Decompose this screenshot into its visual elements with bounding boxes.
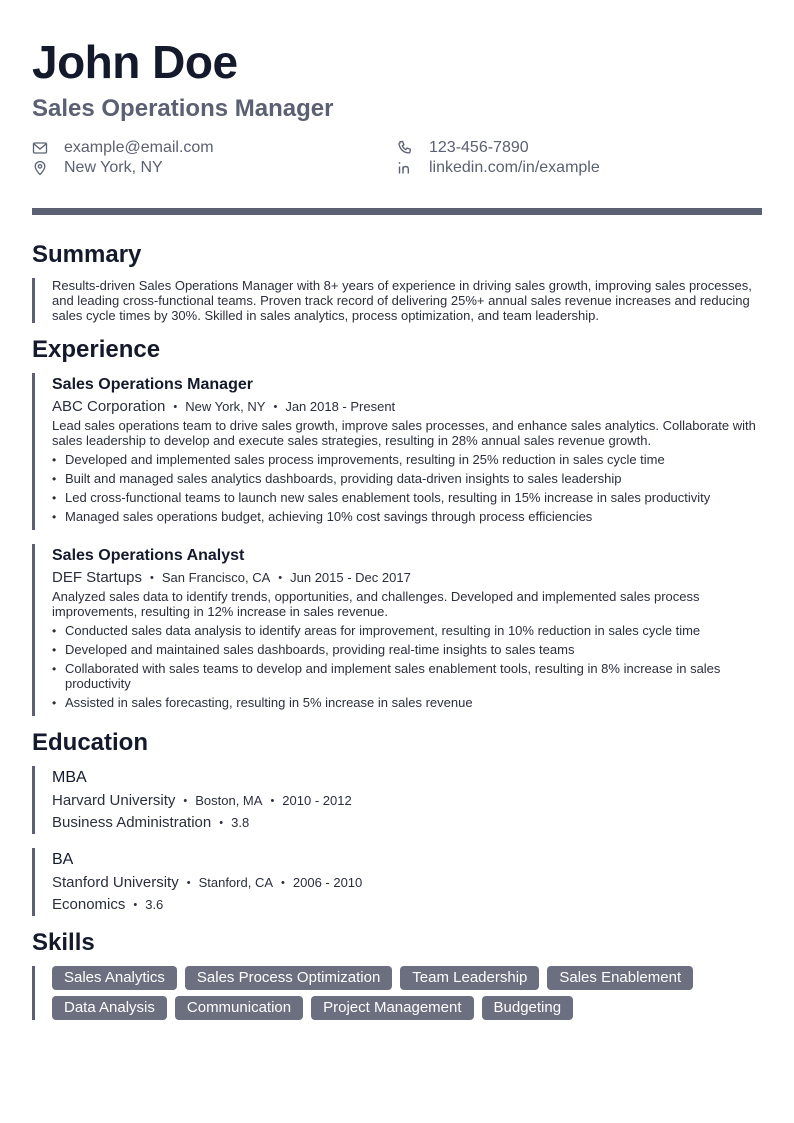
location-pin-icon [32, 160, 48, 176]
job-entry [32, 544, 762, 716]
job-location: New York, NY [185, 399, 266, 414]
education-meta [52, 874, 762, 892]
job-achievements [52, 452, 762, 524]
education-dates: 2010 - 2012 [282, 793, 352, 808]
contact-email-text: example@email.com [64, 138, 214, 156]
achievement-item: • Built and managed sales analytics dashboards, providing data-driven insights to sales leadership [52, 471, 762, 486]
degree-title: MBA [52, 769, 87, 786]
education-heading: Education [32, 729, 149, 756]
separator-dot: • [270, 795, 275, 807]
separator-dot: • [150, 572, 154, 584]
summary-text: Results-driven Sales Operations Manager with 8+ years of experience in driving sales growth, improving sales processes, and leading cross-functional teams. Proven track record of delivering 25%+ annual sales revenue increases and reducing sales cycle times by 30%. Skilled in sales analytics, process optimization, and team leadership. [52, 278, 752, 323]
contact-linkedin[interactable] [397, 158, 762, 177]
skills-tag-list [52, 966, 752, 1020]
field-of-study: Business Administration [52, 814, 212, 831]
achievement-item: • Collaborated with sales teams to develop and implement sales enablement tools, resulting in 8% increase in sales productivity [52, 661, 762, 691]
contact-phone-text: 123-456-7890 [429, 138, 529, 156]
contact-linkedin-text: linkedin.com/in/example [429, 158, 600, 176]
achievement-item: • Developed and implemented sales process improvements, resulting in 25% reduction in sales cycle time [52, 452, 762, 467]
skill-tag: Sales Analytics [52, 966, 177, 990]
skill-tag: Sales Enablement [547, 966, 693, 990]
school-name: Harvard University [52, 792, 176, 809]
job-title: Sales Operations Analyst [52, 547, 245, 564]
skills-section [32, 928, 762, 1020]
separator-dot: • [186, 877, 191, 889]
achievement-item: • Led cross-functional teams to launch new sales enablement tools, resulting in 15% increase in sales productivity [52, 490, 762, 505]
degree-title: BA [52, 851, 74, 868]
separator-dot: • [173, 401, 178, 413]
school-name: Stanford University [52, 874, 179, 891]
mail-icon [32, 140, 48, 156]
education-meta [52, 792, 762, 810]
gpa-value: 3.6 [145, 897, 164, 912]
job-description: Analyzed sales data to identify trends, opportunities, and challenges. Developed and implemented sales process improvements, resulting in 12% increase in sales revenue. [52, 589, 700, 619]
header-divider [32, 208, 762, 215]
field-of-study: Economics [52, 896, 126, 913]
skill-tag: Team Leadership [400, 966, 539, 990]
summary-block [32, 278, 762, 323]
gpa-value: 3.8 [231, 815, 250, 830]
education-field-row [52, 814, 762, 832]
job-location: San Francisco, CA [161, 570, 271, 585]
skill-tag: Project Management [311, 996, 473, 1020]
separator-dot: • [133, 899, 138, 911]
education-dates: 2006 - 2010 [292, 875, 363, 890]
contact-location-text: New York, NY [64, 158, 163, 176]
education-section [32, 728, 762, 916]
job-company: ABC Corporation [52, 398, 166, 415]
separator-dot: • [183, 795, 188, 807]
education-field-row [52, 896, 762, 914]
school-location: Boston, MA [195, 793, 263, 808]
separator-dot: • [219, 817, 224, 829]
candidate-name: John Doe [32, 36, 238, 88]
achievement-item: • Assisted in sales forecasting, resulting in 5% increase in sales revenue [52, 695, 762, 710]
separator-dot: • [281, 877, 285, 889]
job-description: Lead sales operations team to drive sales growth, improve sales processes, and enhance sales analytics. Collaborate with sales leadership to develop and execute sales strategies, resulting in 28% annual sales revenue growth. [52, 418, 756, 448]
job-dates: Jun 2015 - Dec 2017 [290, 570, 411, 585]
experience-section [32, 335, 762, 716]
achievement-item: • Developed and maintained sales dashboards, providing real-time insights to sales teams [52, 642, 762, 657]
job-meta [52, 398, 762, 416]
resume-header [32, 36, 762, 177]
skills-heading: Skills [32, 929, 95, 956]
job-company: DEF Startups [52, 569, 143, 586]
summary-heading: Summary [32, 241, 142, 268]
contact-email[interactable] [32, 138, 397, 157]
separator-dot: • [273, 401, 278, 413]
achievement-item: • Managed sales operations budget, achieving 10% cost savings through process efficiencies [52, 509, 762, 524]
education-entry [32, 848, 762, 916]
phone-icon [397, 140, 413, 156]
linkedin-icon [397, 160, 413, 176]
skills-block [32, 966, 762, 1020]
contact-location [32, 158, 397, 177]
experience-heading: Experience [32, 336, 161, 363]
education-entry [32, 766, 762, 834]
job-achievements [52, 623, 762, 710]
skill-tag: Sales Process Optimization [185, 966, 392, 990]
skill-tag: Budgeting [482, 996, 574, 1020]
candidate-title: Sales Operations Manager [32, 95, 334, 122]
job-dates: Jan 2018 - Present [285, 399, 396, 414]
skill-tag: Data Analysis [52, 996, 167, 1020]
contact-phone[interactable] [397, 138, 762, 157]
job-entry [32, 373, 762, 530]
achievement-item: • Conducted sales data analysis to identify areas for improvement, resulting in 10% reduction in sales cycle time [52, 623, 762, 638]
school-location: Stanford, CA [198, 875, 274, 890]
job-title: Sales Operations Manager [52, 376, 253, 393]
summary-section [32, 240, 762, 323]
job-meta [52, 569, 762, 587]
skill-tag: Communication [175, 996, 303, 1020]
contact-list [32, 138, 762, 177]
separator-dot: • [278, 572, 283, 584]
